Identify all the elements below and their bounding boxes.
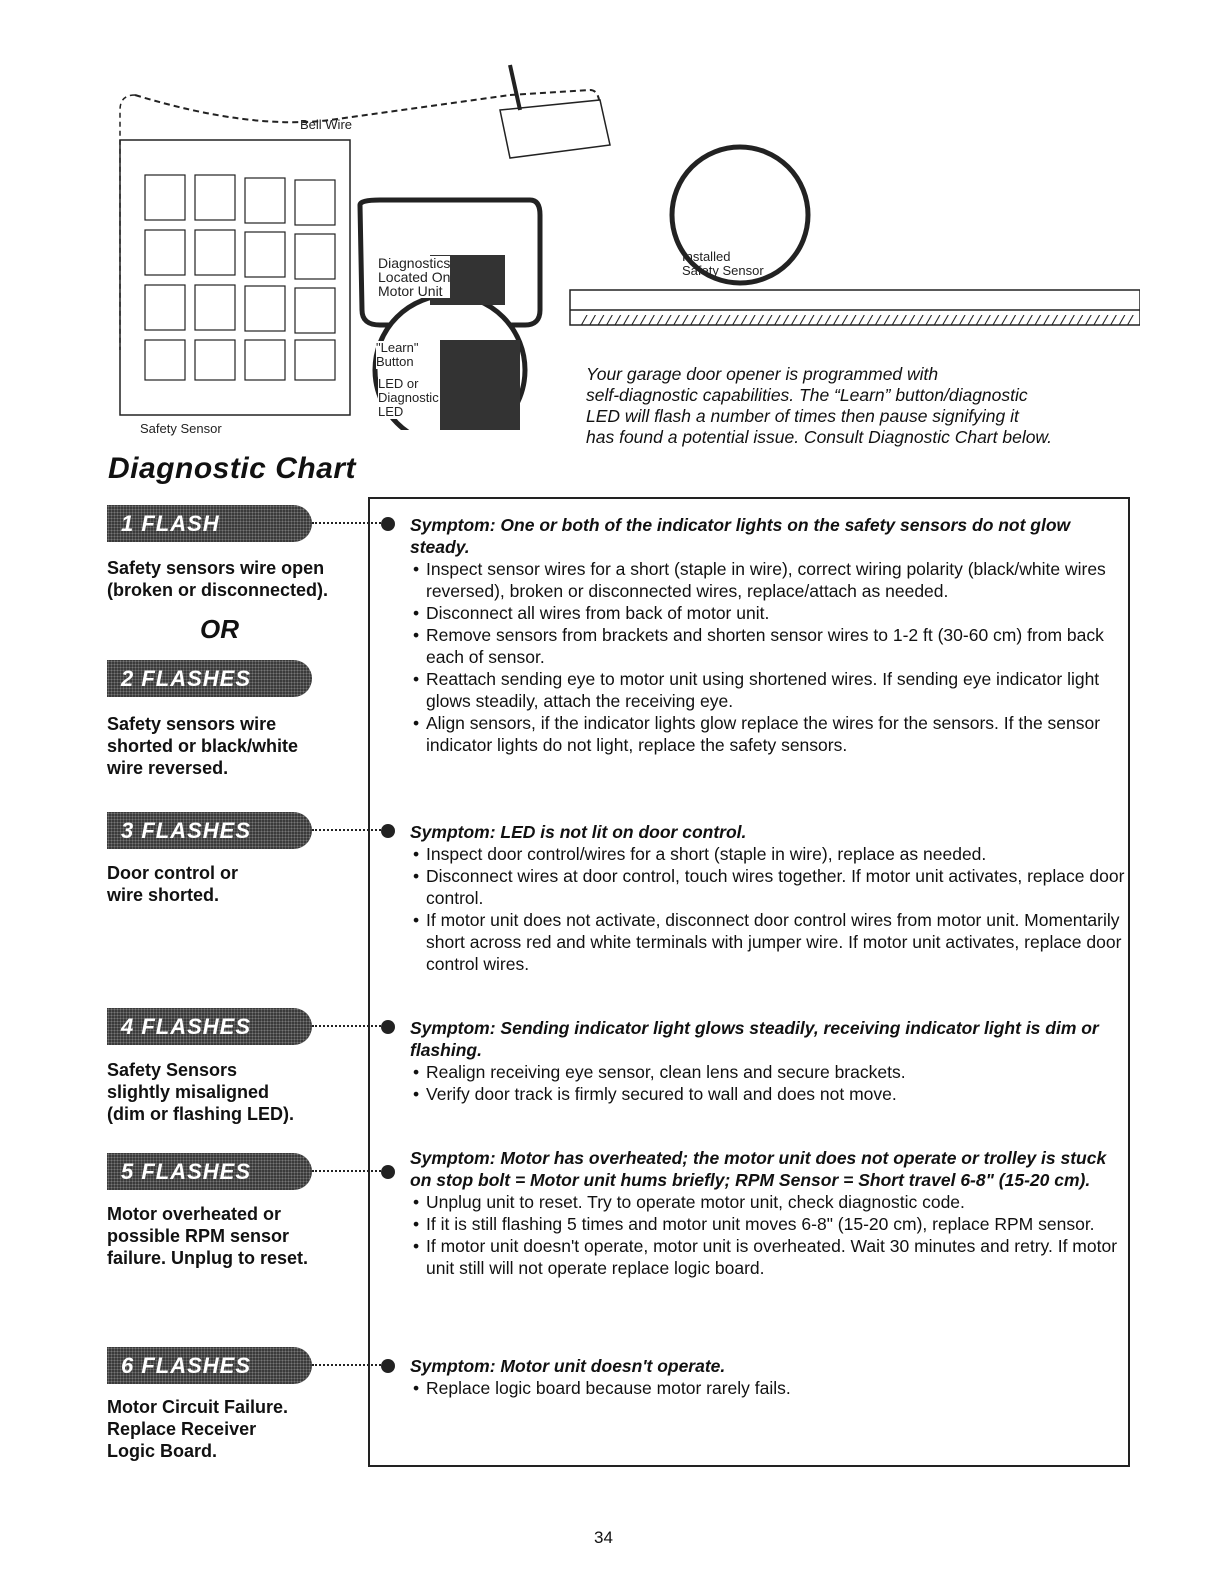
label-line: Button bbox=[376, 354, 414, 369]
symptom-heading: Symptom: Sending indicator light glows steadily, receiving indicator light is dim or flashing. bbox=[410, 1018, 1099, 1060]
symptom-step: • Inspect sensor wires for a short (staple in wire), correct wiring polarity (black/white wires reversed), broken or disconnected wires, replace/attach as needed. bbox=[410, 558, 1125, 602]
installed-sensor-label bbox=[682, 250, 764, 278]
safety-sensor-label: Safety Sensor bbox=[140, 421, 222, 436]
desc-line: (dim or flashing LED). bbox=[107, 1104, 294, 1124]
intro-line: LED will flash a number of times then pause signifying it bbox=[586, 406, 1019, 426]
symptom-block bbox=[410, 1355, 1125, 1399]
code-description bbox=[107, 862, 238, 906]
or-separator: OR bbox=[200, 614, 239, 644]
desc-line: wire reversed. bbox=[107, 758, 229, 778]
symptom-step: • If motor unit doesn't operate, motor unit is overheated. Wait 30 minutes and retry. If motor unit still will not operate replace logic board. bbox=[410, 1235, 1125, 1279]
bullet-dot-icon bbox=[381, 1020, 395, 1034]
connector-line bbox=[312, 1364, 384, 1366]
symptom-block bbox=[410, 821, 1125, 975]
page-number: 34 bbox=[594, 1528, 613, 1547]
desc-line: (broken or disconnected). bbox=[107, 580, 329, 600]
label-line: LED bbox=[378, 404, 404, 419]
badge-4-flashes: 4 FLASHES bbox=[107, 1008, 312, 1045]
badge-1-flash: 1 FLASH bbox=[107, 505, 312, 542]
symptom-step: • Reattach sending eye to motor unit using shortened wires. If sending eye indicator light glows steadily, attach the receiving eye. bbox=[410, 668, 1125, 712]
desc-line: Replace Receiver bbox=[107, 1419, 257, 1439]
symptom-step: • If motor unit does not activate, disconnect door control wires from motor unit. Momentarily short across red and white terminals with jumper wire. If motor unit activates, replace door control wires. bbox=[410, 909, 1125, 975]
bullet-dot-icon bbox=[381, 517, 395, 531]
symptom-step: • Replace logic board because motor rarely fails. bbox=[410, 1377, 1125, 1399]
badge-6-flashes: 6 FLASHES bbox=[107, 1347, 312, 1384]
symptom-heading: Symptom: One or both of the indicator lights on the safety sensors do not glow steady. bbox=[410, 515, 1071, 557]
svg-text://////////////////////////////: ////////////////////////////////////////////////////////////////// bbox=[580, 314, 1135, 330]
desc-line: failure. Unplug to reset. bbox=[107, 1248, 309, 1268]
desc-line: Safety sensors wire open bbox=[107, 558, 325, 578]
badge-5-flashes: 5 FLASHES bbox=[107, 1153, 312, 1190]
symptom-step: • Disconnect all wires from back of motor unit. bbox=[410, 602, 1125, 624]
code-description bbox=[107, 1059, 294, 1125]
connector-line bbox=[312, 829, 384, 831]
desc-line: Logic Board. bbox=[107, 1441, 218, 1461]
symptom-block bbox=[410, 514, 1125, 756]
symptom-step: • Disconnect wires at door control, touch wires together. If motor unit activates, replace door control. bbox=[410, 865, 1125, 909]
symptom-block bbox=[410, 1017, 1125, 1105]
desc-line: Safety Sensors bbox=[107, 1060, 238, 1080]
label-line: Motor Unit bbox=[378, 283, 443, 299]
symptom-block bbox=[410, 1147, 1125, 1279]
connector-line bbox=[312, 1170, 384, 1172]
label-line: Diagnostics bbox=[378, 255, 451, 271]
bullet-dot-icon bbox=[381, 824, 395, 838]
intro-line: Your garage door opener is programmed with bbox=[586, 364, 939, 384]
learn-button-label bbox=[376, 341, 418, 369]
bullet-dot-icon bbox=[381, 1359, 395, 1373]
connector-line bbox=[312, 522, 384, 524]
code-description bbox=[107, 557, 328, 601]
led-label bbox=[378, 377, 439, 419]
code-description bbox=[107, 1203, 308, 1269]
intro-line: has found a potential issue. Consult Diagnostic Chart below. bbox=[586, 427, 1052, 447]
symptom-heading: Symptom: LED is not lit on door control. bbox=[410, 822, 747, 842]
symptom-heading: Symptom: Motor has overheated; the motor unit does not operate or trolley is stuck on stop bolt = Motor unit hums briefly; RPM Sensor = Short travel 6-8" (15-20 cm). bbox=[410, 1148, 1107, 1190]
symptom-step: • If it is still flashing 5 times and motor unit moves 6-8" (15-20 cm), replace RPM sensor. bbox=[410, 1213, 1125, 1235]
desc-line: Motor Circuit Failure. bbox=[107, 1397, 289, 1417]
label-line: Safety Sensor bbox=[682, 263, 764, 278]
desc-line: Motor overheated or bbox=[107, 1204, 282, 1224]
connector-line bbox=[312, 1025, 384, 1027]
symptom-step: • Align sensors, if the indicator lights glow replace the wires for the sensors. If the sensor indicator lights do not light, replace the safety sensors. bbox=[410, 712, 1125, 756]
desc-line: Safety sensors wire bbox=[107, 714, 277, 734]
intro-paragraph bbox=[586, 364, 1126, 448]
label-line: Located On bbox=[378, 269, 451, 285]
badge-3-flashes: 3 FLASHES bbox=[107, 812, 312, 849]
symptom-heading: Symptom: Motor unit doesn't operate. bbox=[410, 1356, 726, 1376]
desc-line: Door control or bbox=[107, 863, 238, 883]
badge-2-flashes: 2 FLASHES bbox=[107, 660, 312, 697]
symptom-step: • Realign receiving eye sensor, clean lens and secure brackets. bbox=[410, 1061, 1125, 1083]
desc-line: possible RPM sensor bbox=[107, 1226, 290, 1246]
intro-line: self-diagnostic capabilities. The “Learn” button/diagnostic bbox=[586, 385, 1028, 405]
code-description bbox=[107, 1396, 288, 1462]
label-line: "Learn" bbox=[376, 340, 419, 355]
label-line: Installed bbox=[682, 249, 731, 264]
code-description bbox=[107, 713, 298, 779]
bullet-dot-icon bbox=[381, 1165, 395, 1179]
page-title: Diagnostic Chart bbox=[108, 452, 357, 485]
symptom-step: • Verify door track is firmly secured to wall and does not move. bbox=[410, 1083, 1125, 1105]
symptom-step: • Remove sensors from brackets and shorten sensor wires to 1-2 ft (30-60 cm) from back each of sensor. bbox=[410, 624, 1125, 668]
diagnostics-location-label bbox=[378, 256, 450, 298]
symptom-step: • Unplug unit to reset. Try to operate motor unit, check diagnostic code. bbox=[410, 1191, 1125, 1213]
desc-line: slightly misaligned bbox=[107, 1082, 270, 1102]
label-line: LED or bbox=[378, 376, 419, 391]
desc-line: wire shorted. bbox=[107, 885, 220, 905]
label-line: Diagnostic bbox=[378, 390, 439, 405]
bell-wire-label: Bell Wire bbox=[300, 117, 353, 132]
desc-line: shorted or black/white bbox=[107, 736, 299, 756]
symptom-step: • Inspect door control/wires for a short (staple in wire), replace as needed. bbox=[410, 843, 1125, 865]
